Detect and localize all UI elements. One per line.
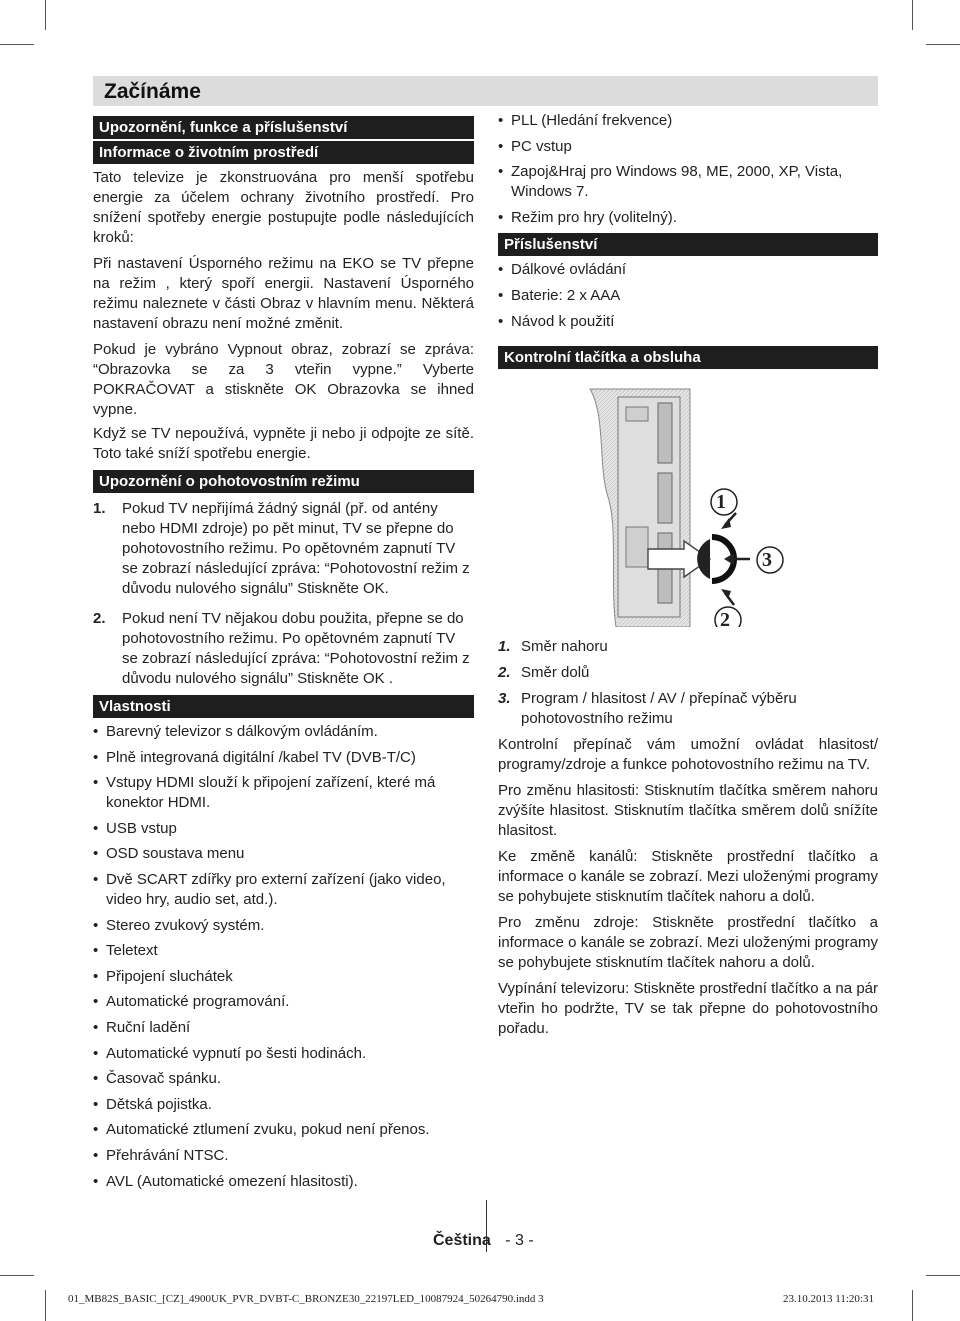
list-item: • USB vstup — [93, 819, 474, 839]
list-item: • Automatické ztlumení zvuku, pokud není přenos. — [93, 1120, 474, 1140]
list-item: • OSD soustava menu — [93, 844, 474, 864]
section-header-environment: Informace o životním prostředí — [93, 141, 474, 164]
list-item: • Zapoj&Hraj pro Windows 98, ME, 2000, XP, Vista, Windows 7. — [498, 162, 878, 202]
list-item: • Automatické vypnutí po šesti hodinách. — [93, 1044, 474, 1064]
list-item: • AVL (Automatické omezení hlasitosti). — [93, 1172, 474, 1192]
item-number: 1. — [498, 637, 511, 655]
list-item — [498, 663, 878, 683]
section-header-standby: Upozornění o pohotovostním režimu — [93, 470, 474, 493]
crop-mark — [912, 1290, 913, 1321]
crop-mark — [912, 0, 913, 30]
title-bar — [93, 76, 878, 106]
list-item — [93, 499, 474, 599]
control-paragraph: Vypínání televizoru: Stiskněte prostřední tlačítko a na pár vteřin ho podržte, TV se tak přepne do pohotovostního pořadu. — [498, 979, 878, 1037]
crop-mark — [0, 1275, 34, 1276]
crop-mark — [45, 1290, 46, 1321]
list-item: • PLL (Hledání frekvence) — [498, 111, 878, 131]
page-title: Začínáme — [104, 80, 201, 103]
control-paragraph: Pro změnu hlasitosti: Stisknutím tlačítka směrem nahoru zvýšíte hlasitost. Stisknutím tlačítka směrem dolů snížíte hlasitost. — [498, 781, 878, 839]
crop-mark — [0, 44, 34, 45]
standby-list — [93, 499, 474, 689]
list-item: • Dvě SCART zdířky pro externí zařízení (jako video, video hry, audio set, atd.). — [93, 870, 474, 910]
left-column — [93, 116, 474, 1197]
accessories-list — [498, 260, 878, 331]
item-number: 3. — [498, 689, 511, 707]
control-list — [498, 637, 878, 729]
list-item: • Časovač spánku. — [93, 1069, 474, 1089]
section-header-safety: Upozornění, funkce a příslušenství — [93, 116, 474, 139]
list-item: • Barevný televizor s dálkovým ovládáním. — [93, 722, 474, 742]
env-paragraph: Při nastavení Úsporného režimu na EKO se TV přepne na režim , který spoří energii. Nastavení Úsporného režimu naleznete v části Obraz v hlavním menu. Některá nastavení obrazu není možné změnit. — [93, 255, 474, 332]
env-paragraph: Pokud je vybráno Vypnout obraz, zobrazí se zpráva: “Obrazovka se za 3 vteřin vypne.” Vyberte POKRAČOVAT a stiskněte OK Obrazovka se ihned vypne. — [93, 341, 474, 418]
item-text: Pokud není TV nějakou dobu použita, přepne se do pohotovostního režimu. Po opětovném zapnutí TV se zobrazí následující zpráva: “Pohotovostní režim z důvodu nulového signálu” Stiskněte OK . — [122, 610, 470, 687]
callout-label-2: 2 — [720, 608, 730, 631]
list-item: • Dětská pojistka. — [93, 1095, 474, 1115]
list-item: • Dálkové ovládání — [498, 260, 878, 280]
env-paragraph: Tato televize je zkonstruována pro menší spotřebu energie za účelem ochrany životního prostředí. Pro snížení spotřeby energie postupujte podle následujících kroků: — [93, 169, 474, 246]
list-item: • Baterie: 2 x AAA — [498, 286, 878, 306]
callout-label-3: 3 — [762, 548, 772, 571]
item-text: Směr nahoru — [521, 637, 608, 655]
page-number: - 3 - — [505, 1232, 534, 1249]
list-item: • Přehrávání NTSC. — [93, 1146, 474, 1166]
list-item: • Vstupy HDMI slouží k připojení zařízení, které má konektor HDMI. — [93, 773, 474, 813]
section-header-accessories: Příslušenství — [498, 233, 878, 256]
crop-mark — [926, 44, 960, 45]
item-text: Směr dolů — [521, 663, 590, 681]
item-number: 1. — [93, 500, 106, 517]
item-text: Pokud TV nepřijímá žádný signál (př. od antény nebo HDMI zdroje) po pět minut, TV se přepne do pohotovostního režimu. Po opětovném zapnutí TV se zobrazí následující zpráva: “Pohotovostní režim z důvodu nulového signálu” Stiskněte OK. — [122, 500, 470, 597]
footer-language: Čeština — [433, 1232, 491, 1249]
list-item: • Režim pro hry (volitelný). — [498, 208, 878, 228]
control-paragraph: Kontrolní přepínač vám umožní ovládat hlasitost/ programy/zdroje a funkce pohotovostního režimu na TV. — [498, 735, 878, 773]
page-footer — [433, 1232, 534, 1250]
crop-mark — [926, 1275, 960, 1276]
file-name: 01_MB82S_BASIC_[CZ]_4900UK_PVR_DVBT-C_BRONZE30_22197LED_10087924_50264790.indd 3 — [68, 1293, 544, 1305]
item-text: Program / hlasitost / AV / přepínač výběru pohotovostního režimu — [521, 689, 797, 727]
list-item: • PC vstup — [498, 137, 878, 157]
list-item: • Návod k použití — [498, 312, 878, 332]
list-item: • Plně integrovaná digitální /kabel TV (DVB-T/C) — [93, 748, 474, 768]
right-column — [498, 111, 878, 1045]
list-item: • Připojení sluchátek — [93, 967, 474, 987]
crop-mark — [45, 0, 46, 30]
list-item — [93, 609, 474, 689]
item-number: 2. — [498, 663, 511, 681]
list-item — [498, 689, 878, 729]
section-header-controls: Kontrolní tlačítka a obsluha — [498, 346, 878, 369]
list-item — [498, 637, 878, 657]
item-number: 2. — [93, 610, 106, 627]
features-list-continued — [498, 111, 878, 228]
list-item: • Stereo zvukový systém. — [93, 916, 474, 936]
list-item: • Ruční ladění — [93, 1018, 474, 1038]
callout-label-1: 1 — [716, 490, 726, 513]
file-date: 23.10.2013 11:20:31 — [783, 1293, 874, 1305]
tv-control-diagram — [498, 377, 878, 631]
control-paragraph: Ke změně kanálů: Stiskněte prostřední tlačítko a informace o kanále se zobrazí. Mezi uloženými programy se pohybujete stisknutím tlačítek nahoru a dolů. — [498, 847, 878, 905]
section-header-features: Vlastnosti — [93, 695, 474, 718]
tv-rear-illustration — [498, 377, 878, 627]
list-item: • Teletext — [93, 941, 474, 961]
env-paragraph: Když se TV nepoužívá, vypněte ji nebo ji odpojte ze sítě. Toto také sníží spotřebu energie. — [93, 425, 474, 462]
control-paragraph: Pro změnu zdroje: Stiskněte prostřední tlačítko a informace o kanále se zobrazí. Mezi uloženými programy se pohybujete stisknutím tlačítek nahoru a dolů. — [498, 913, 878, 971]
list-item: • Automatické programování. — [93, 992, 474, 1012]
features-list — [93, 722, 474, 1192]
